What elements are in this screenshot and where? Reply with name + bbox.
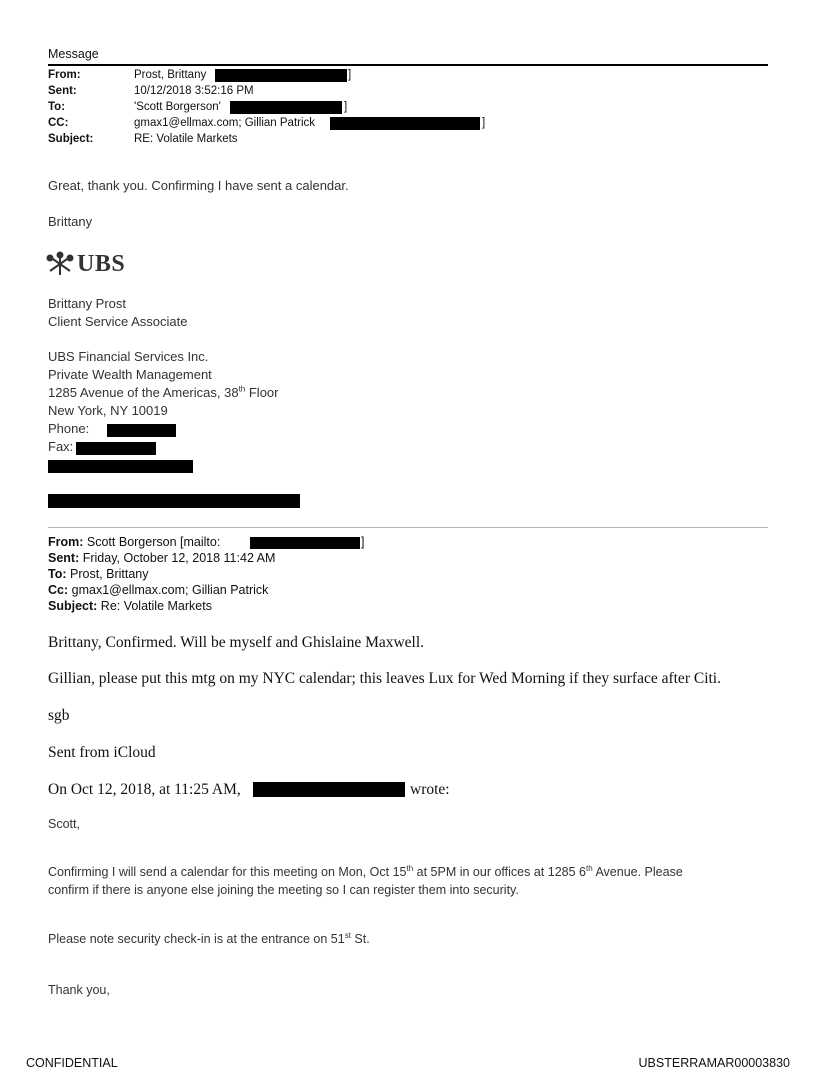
bracket: ]: [348, 69, 352, 81]
fwd-line-1: Brittany, Confirmed. Will be myself and Ghislaine Maxwell.: [48, 634, 425, 651]
from-value: Prost, Brittany: [134, 69, 207, 81]
reply-body: Great, thank you. Confirming I have sent a calendar.: [48, 178, 349, 193]
redaction: [76, 442, 156, 455]
fwd-sent: Sent: Friday, October 12, 2018 11:42 AM: [48, 551, 276, 565]
sig-phone-label: Phone:: [48, 421, 90, 436]
divider: [48, 527, 768, 528]
quoted-p1-line2: confirm if there is anyone else joining the meeting so I can register them into security.: [48, 883, 519, 897]
bracket: ]: [361, 535, 365, 549]
fwd-line-3: sgb: [48, 707, 70, 724]
redaction: [107, 424, 176, 437]
sent-label: Sent:: [48, 85, 77, 97]
keys-icon: [46, 251, 74, 277]
sent-value: 10/12/2018 3:52:16 PM: [134, 85, 254, 97]
subject-value: RE: Volatile Markets: [134, 133, 238, 145]
redaction: [48, 460, 193, 473]
redaction: [253, 782, 405, 797]
quoted-p1-line1: Confirming I will send a calendar for this meeting on Mon, Oct 15th at 5PM in our offices at 1285 6th Avenue. Please: [48, 863, 683, 879]
sig-address: 1285 Avenue of the Americas, 38th Floor: [48, 384, 279, 400]
footer-confidential: CONFIDENTIAL: [26, 1056, 118, 1070]
ubs-logo-text: UBS: [77, 250, 126, 277]
quoted-closing: Thank you,: [48, 983, 110, 997]
fwd-line-2: Gillian, please put this mtg on my NYC calendar; this leaves Lux for Wed Morning if they surface after Citi.: [48, 670, 721, 687]
fwd-cc: Cc: gmax1@ellmax.com; Gillian Patrick: [48, 583, 269, 597]
bracket: ]: [344, 101, 348, 113]
reply-signoff: Brittany: [48, 214, 93, 229]
quote-wrote: wrote:: [410, 781, 450, 798]
fwd-to: To: Prost, Brittany: [48, 567, 149, 581]
sig-company: UBS Financial Services Inc.: [48, 349, 209, 364]
quote-intro: On Oct 12, 2018, at 11:25 AM,: [48, 781, 241, 798]
quoted-greeting: Scott,: [48, 817, 80, 831]
sig-division: Private Wealth Management: [48, 367, 212, 382]
subject-label: Subject:: [48, 133, 94, 145]
redaction: [230, 101, 342, 114]
sig-name: Brittany Prost: [48, 296, 127, 311]
sig-fax-label: Fax:: [48, 439, 74, 454]
section-title: Message: [48, 47, 99, 61]
redaction: [48, 494, 300, 508]
sig-city: New York, NY 10019: [48, 403, 168, 418]
fwd-line-4: Sent from iCloud: [48, 744, 156, 761]
fwd-from: From: Scott Borgerson [mailto:: [48, 535, 221, 549]
footer-bates-number: UBSTERRAMAR00003830: [638, 1056, 790, 1070]
redaction: [215, 69, 347, 82]
header-rule: [48, 64, 768, 66]
cc-value: gmax1@ellmax.com; Gillian Patrick: [134, 117, 316, 129]
redaction: [330, 117, 480, 130]
from-label: From:: [48, 69, 81, 81]
bracket: ]: [482, 117, 486, 129]
to-label: To:: [48, 101, 66, 113]
fwd-subject: Subject: Re: Volatile Markets: [48, 599, 212, 613]
to-value: 'Scott Borgerson': [134, 101, 221, 113]
sig-title: Client Service Associate: [48, 314, 188, 329]
cc-label: CC:: [48, 117, 69, 129]
redaction: [250, 537, 360, 549]
quoted-p2: Please note security check-in is at the entrance on 51st St.: [48, 930, 370, 946]
ubs-logo: [46, 250, 125, 278]
